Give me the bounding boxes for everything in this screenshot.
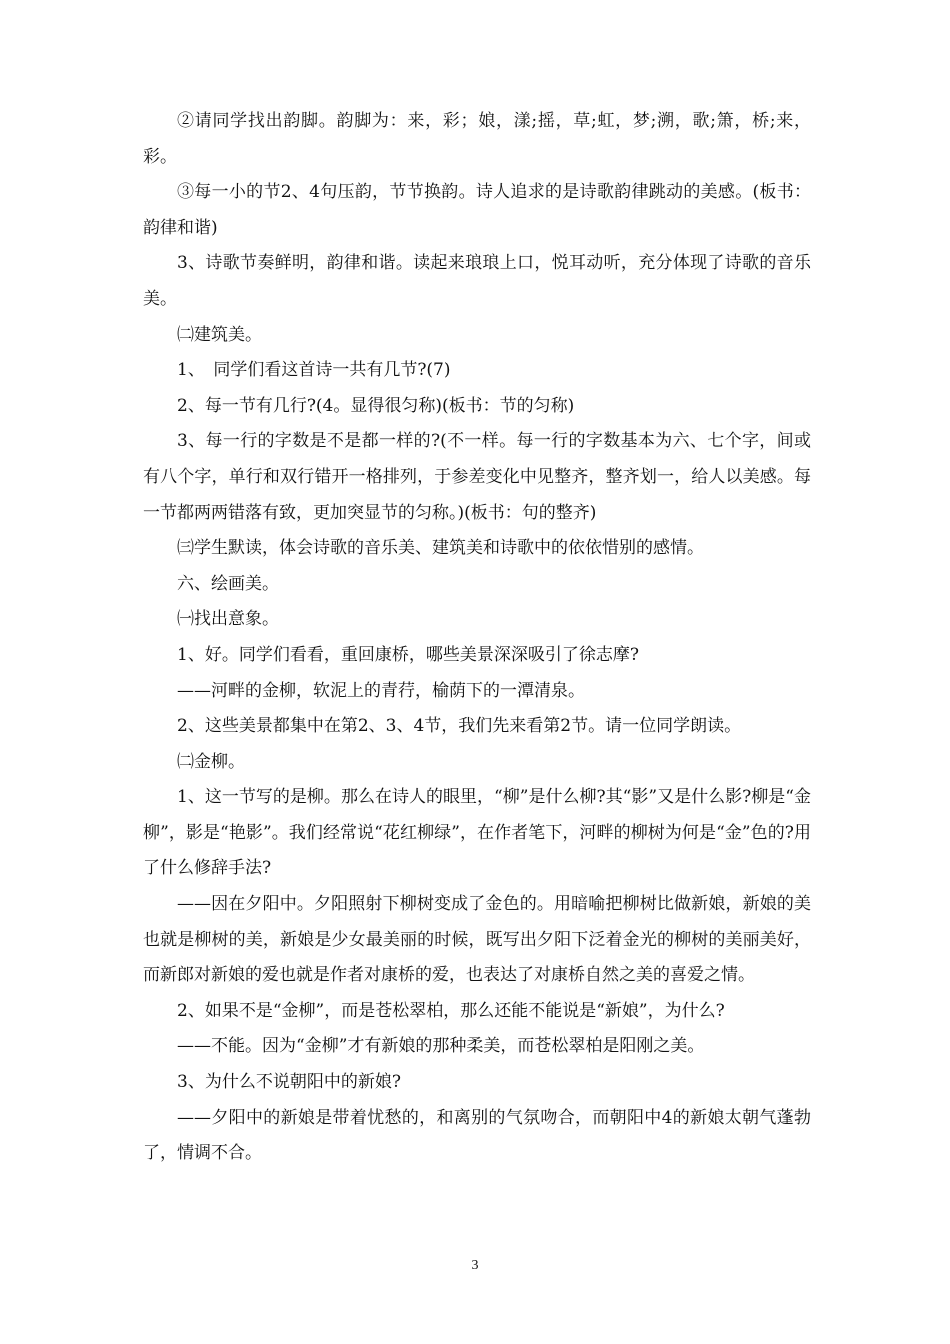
paragraph-13: 2、这些美景都集中在第2、3、4节，我们先来看第2节。请一位同学朗读。 [177, 716, 742, 737]
paragraph-20: ——夕阳中的新娘是带着忧愁的，和离别的气氛吻合，而朝阳中4的新娘太朝气蓬勃了，情调不合。 [143, 1107, 811, 1164]
paragraph-16: ——因在夕阳中。夕阳照射下柳树变成了金色的。用暗喻把柳树比做新娘，新娘的美也就是柳树的美，新娘是少女最美丽的时候，既写出夕阳下泛着金光的柳树的美丽美好，而新郎对新娘的爱也就是作者对康桥的爱，也表达了对康桥自然之美的喜爱之情。 [143, 894, 811, 986]
section-heading-painting: 六、绘画美。 [177, 573, 279, 594]
paragraph-1: ②请同学找出韵脚。韵脚为：来，彩；娘，漾;摇，草;虹，梦;溯，歌;箫，桥;来，彩。 [143, 111, 811, 167]
subsection-heading-imagery: ㈠找出意象。 [177, 609, 279, 630]
paragraph-12: ——河畔的金柳，软泥上的青荇，榆荫下的一潭清泉。 [177, 680, 585, 701]
paragraph-19: 3、为什么不说朝阳中的新娘? [177, 1072, 401, 1093]
paragraph-15: 1、这一节写的是柳。那么在诗人的眼里，“柳”是什么柳?其“影”又是什么影?柳是“金柳”，影是“艳影”。我们经常说“花红柳绿”，在作者笔下，河畔的柳树为何是“金”色的?用了什么修辞手法? [143, 787, 811, 879]
document-body [143, 104, 811, 1172]
paragraph-6: 2、每一节有几行?(4。显得很匀称)(板书：节的匀称) [177, 395, 575, 416]
paragraph-8: ㈢学生默读，体会诗歌的音乐美、建筑美和诗歌中的依依惜别的感情。 [177, 538, 704, 559]
paragraph-3: 3、诗歌节奏鲜明，韵律和谐。读起来琅琅上口，悦耳动听，充分体现了诗歌的音乐美。 [143, 253, 811, 309]
subsection-heading-golden-willow: ㈡金柳。 [177, 751, 245, 772]
paragraph-2: ③每一小的节2、4句压韵，节节换韵。诗人追求的是诗歌韵律跳动的美感。(板书：韵律和谐) [143, 182, 811, 238]
paragraph-18: ——不能。因为“金柳”才有新娘的那种柔美，而苍松翠柏是阳刚之美。 [177, 1036, 705, 1057]
paragraph-7: 3、每一行的字数是不是都一样的?(不一样。每一行的字数基本为六、七个字，间或有八个字，单行和双行错开一格排列，于参差变化中见整齐，整齐划一，给人以美感。每一节都两两错落有致，更加突显节的匀称。)(板书：句的整齐) [143, 431, 811, 523]
page-number: 3 [471, 1258, 479, 1273]
paragraph-11: 1、好。同学们看看，重回康桥，哪些美景深深吸引了徐志摩? [177, 644, 639, 665]
section-heading-architecture: ㈡建筑美。 [177, 324, 262, 345]
paragraph-17: 2、如果不是“金柳”，而是苍松翠柏，那么还能不能说是“新娘”，为什么? [177, 1000, 725, 1021]
paragraph-5: 1、 同学们看这首诗一共有几节?(7) [177, 360, 451, 381]
